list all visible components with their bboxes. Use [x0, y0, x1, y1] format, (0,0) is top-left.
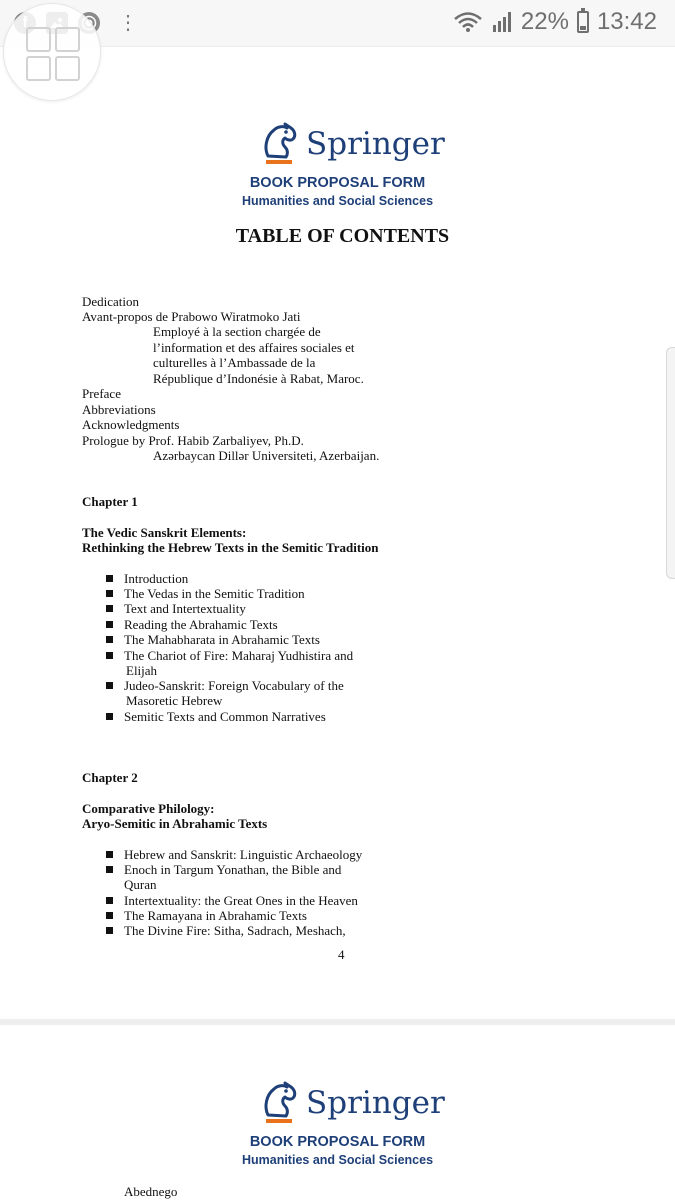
toc-title: TABLE OF CONTENTS [235, 225, 450, 247]
clock: 13:42 [596, 8, 657, 35]
chapter-title: Aryo-Semitic in Abrahamic Texts [82, 816, 268, 831]
proposal-subtitle: Humanities and Social Sciences [241, 1153, 434, 1167]
springer-wordmark: Springer [306, 1085, 445, 1121]
chapter-title: Rethinking the Hebrew Texts in the Semitic Tradition [82, 540, 379, 555]
battery-icon [577, 11, 589, 33]
scroll-handle[interactable] [666, 347, 675, 579]
toc-subentry: l’information et des affaires sociales et [153, 340, 355, 355]
battery-percent: 22% [520, 8, 569, 35]
list-item-continuation: Quran [124, 877, 157, 892]
proposal-form-title: BOOK PROPOSAL FORM [249, 175, 426, 191]
signal-icon [491, 11, 513, 33]
document-page-next [0, 1025, 675, 1200]
springer-wordmark: Springer [306, 126, 445, 162]
wifi-icon [453, 11, 483, 33]
toc-entry: Preface [82, 386, 121, 401]
grid-icon [26, 27, 80, 81]
springer-logo [260, 1081, 445, 1125]
list-item-continuation: Abednego [124, 1184, 178, 1199]
toc-subentry: culturelles à l’Ambassade de la [153, 355, 316, 370]
chapter-title: Comparative Philology: [82, 801, 215, 816]
toc-subentry: Employé à la section chargée de [153, 324, 321, 339]
system-status [453, 8, 657, 36]
springer-horse-icon [260, 122, 298, 166]
toc-subentry: République d’Indonésie à Rabat, Maroc. [153, 371, 364, 386]
chapter-heading: Chapter 2 [82, 770, 138, 785]
floating-apps-button[interactable] [3, 3, 101, 101]
toc-entry: Prologue by Prof. Habib Zarbaliyev, Ph.D. [82, 433, 304, 448]
chapter-title: The Vedic Sanskrit Elements: [82, 525, 247, 540]
toc-entry: Avant-propos de Prabowo Wiratmoko Jati [82, 309, 301, 324]
chapter-heading: Chapter 1 [82, 494, 138, 509]
list-item-continuation: Masoretic Hebrew [126, 693, 223, 708]
toc-entry: Acknowledgments [82, 417, 180, 432]
more-notifications-icon: ⋮ [118, 12, 139, 34]
toc-entry: Abbreviations [82, 402, 156, 417]
springer-horse-icon [260, 1081, 298, 1125]
status-bar [0, 0, 675, 47]
toc-entry: Dedication [82, 294, 140, 309]
springer-logo [260, 122, 445, 166]
page-number: 4 [338, 947, 345, 962]
document-page: Springer BOOK PROPOSAL FORM Humanities and Social Sciences TABLE OF CONTENTS Dedication Avant-propos de Prabowo Wiratmoko Jati Employé à la section chargée de l’information et des affaires sociales et culturelles à l’Ambassade de la République d’Indonésie à Rabat, Maroc. Preface Abbreviations Acknowledgments Prologue by Prof. Habib Zarbaliyev, Ph.D. Azərbaycan Dillər Universiteti, Azerbaijan. Chapter 1 The Vedic Sanskrit Elements: Rethinking the Hebrew Texts in the Semitic Tradition Introduction The Vedas in the Semitic Tradition Text and Intertextuality Reading the Abrahamic Texts The Mahabharata in Abrahamic Texts The Chariot of Fire: Maharaj Yudhistira and Elijah Judeo-Sanskrit: Foreign Vocabulary of the Masoretic Hebrew Semitic Texts and Common Narratives Chapter 2 Comparative Philology: Aryo-Semitic in Abrahamic Texts Hebrew and Sanskrit: Linguistic Archaeology Enoch in Targum Yonathan, the Bible and Quran Intertextuality: the Great Ones in the Heaven The Ramayana in Abrahamic Texts The Divine Fire: Sitha, Sadrach, Meshach, 4 [0, 47, 675, 1019]
list-item-continuation: Elijah [126, 663, 158, 678]
proposal-subtitle: Humanities and Social Sciences [241, 194, 434, 208]
toc-subentry: Azərbaycan Dillər Universiteti, Azerbaijan. [153, 448, 380, 463]
proposal-form-title: BOOK PROPOSAL FORM [249, 1134, 426, 1150]
